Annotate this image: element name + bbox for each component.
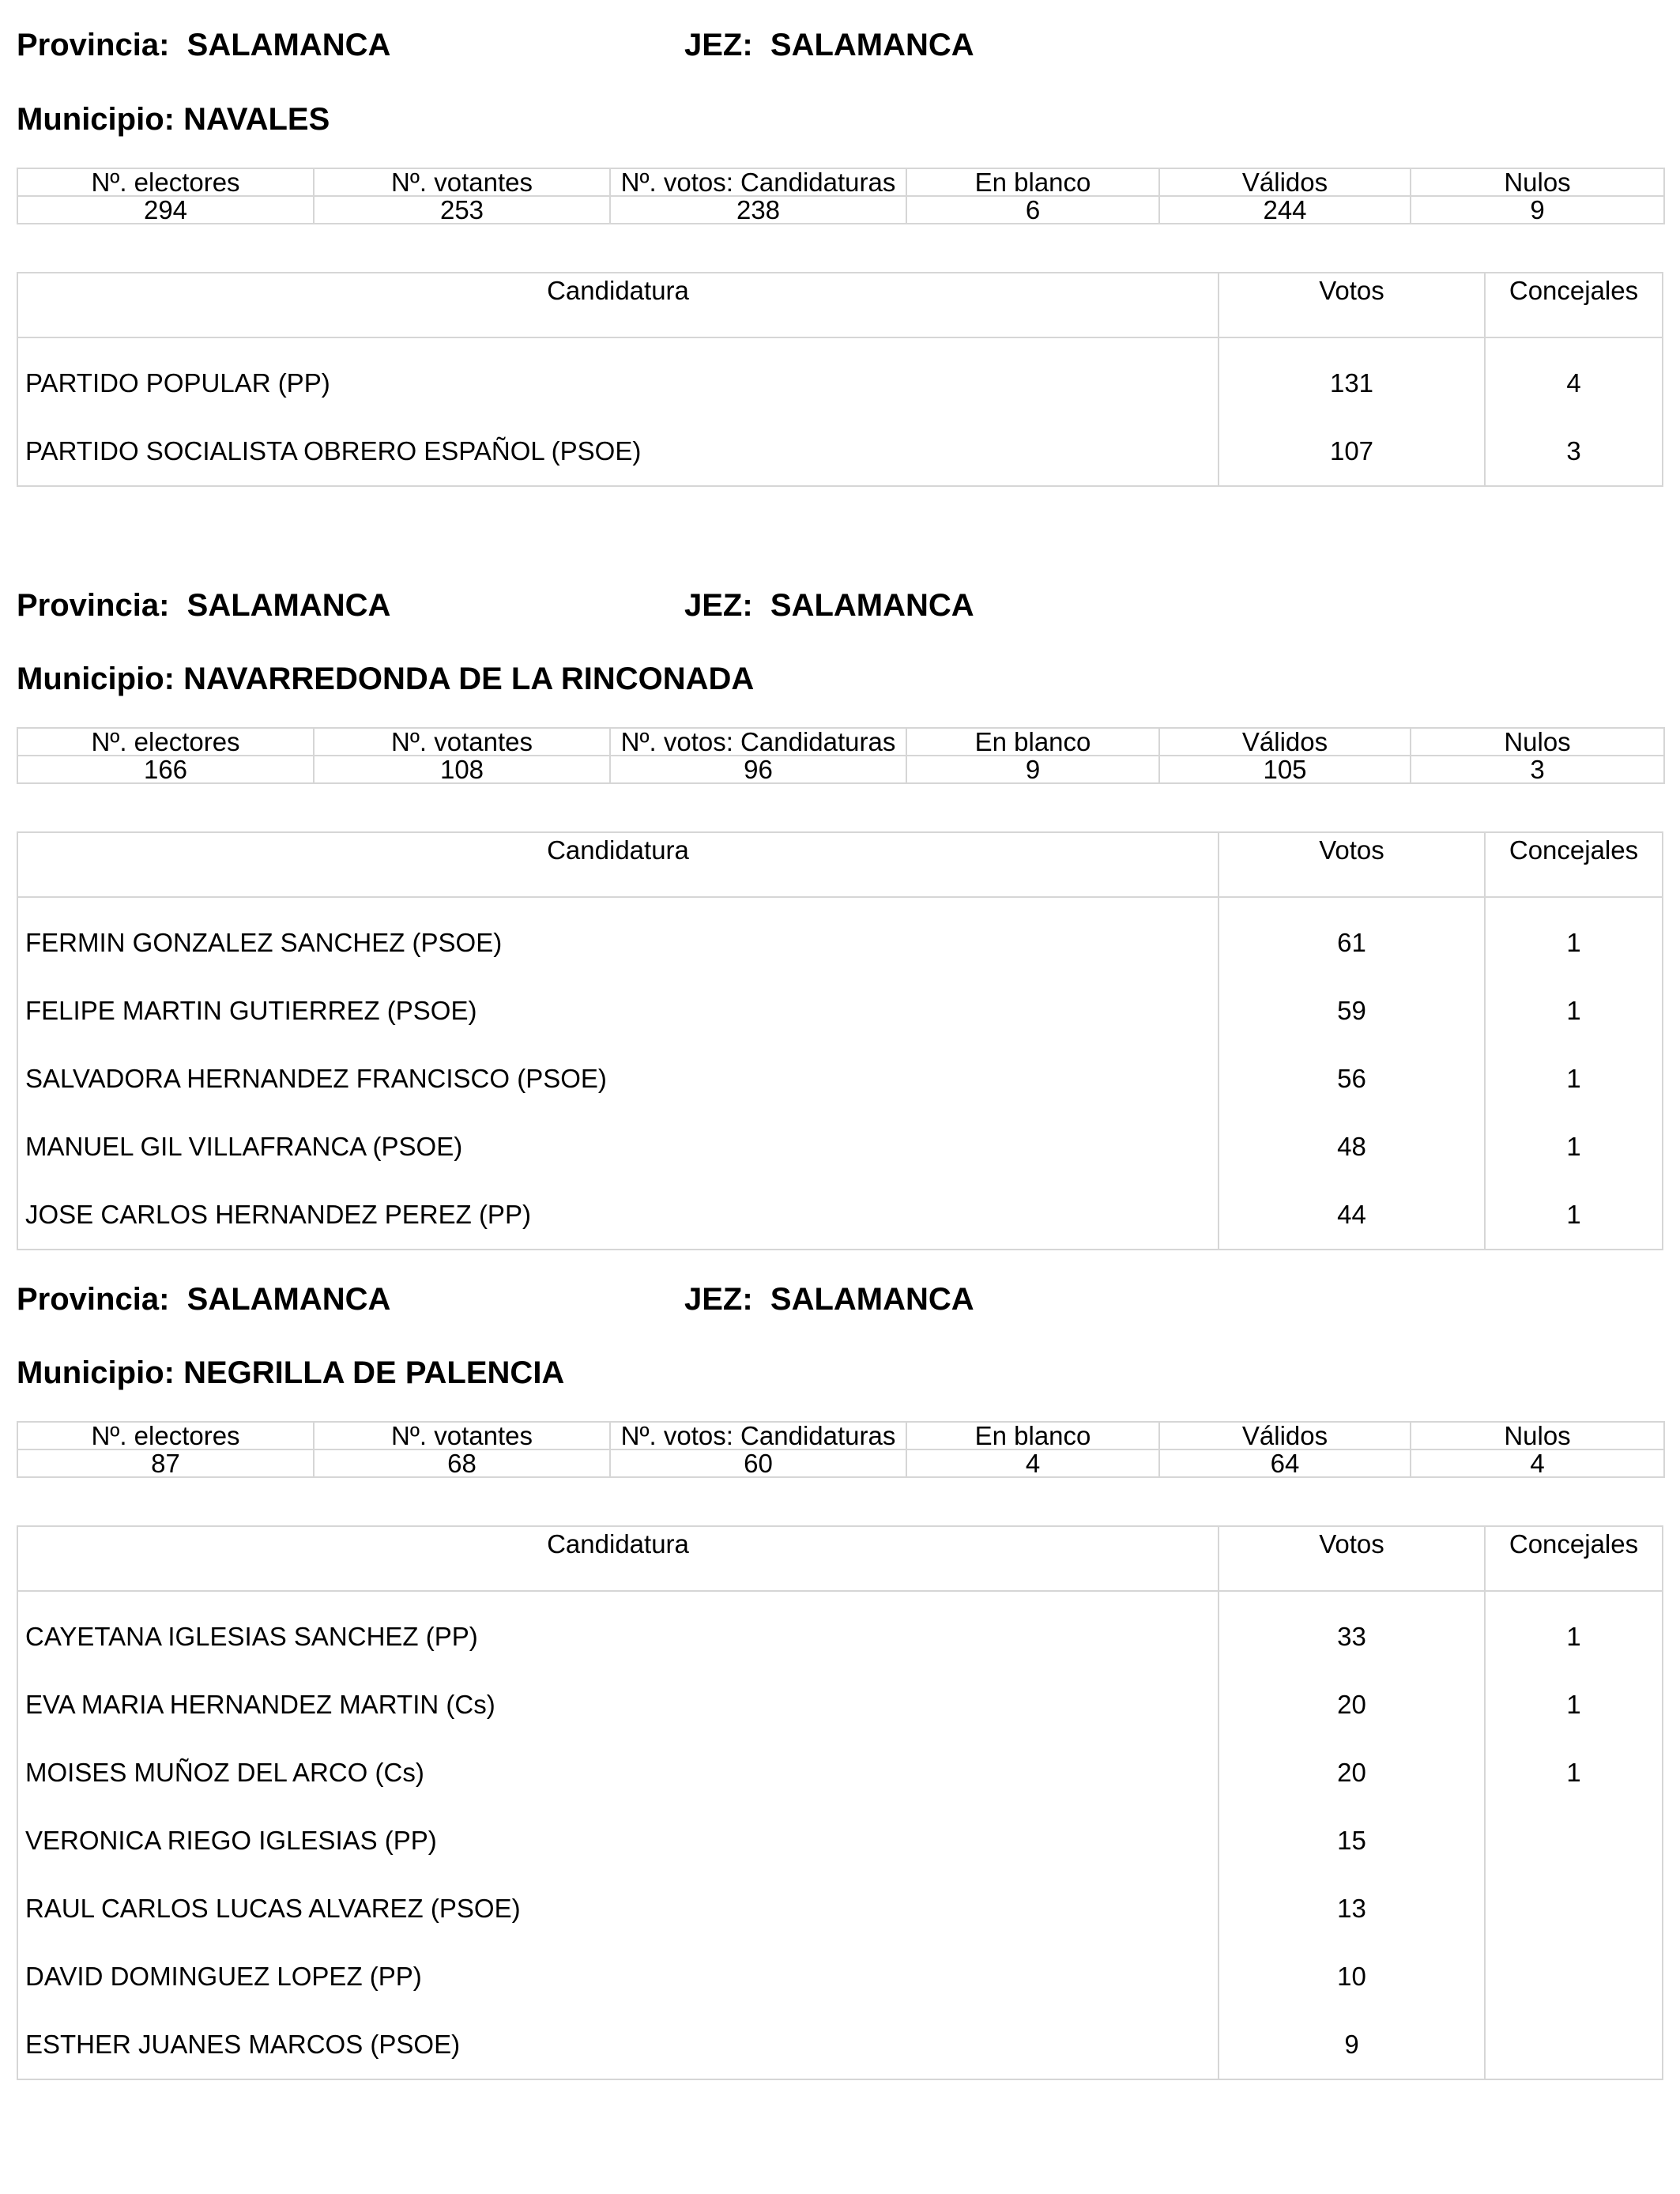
candidate-concejales: 1 (1566, 928, 1581, 957)
candidate-concejales: 1 (1566, 1064, 1581, 1093)
candidate-votos: 59 (1337, 996, 1366, 1025)
value-votos-candidaturas: 60 (610, 1449, 906, 1477)
candidatura-table (17, 1525, 1663, 2080)
candidate-concejales (1486, 2011, 1662, 2079)
header-en-blanco: En blanco (906, 1422, 1159, 1449)
candidate-name: DAVID DOMINGUEZ LOPEZ (PP) (25, 1962, 422, 1991)
provincia-label: Provincia: (17, 28, 170, 62)
value-votantes: 68 (314, 1449, 610, 1477)
votos-column (1219, 338, 1486, 485)
candidate-votos: 10 (1337, 1962, 1366, 1991)
candidate-name: ESTHER JUANES MARCOS (PSOE) (25, 2030, 461, 2059)
candidatura-header-row (18, 1527, 1662, 1592)
provincia-label: Provincia: (17, 1282, 170, 1317)
summary-value-row (17, 1449, 1664, 1477)
value-en-blanco: 6 (906, 196, 1159, 224)
summary-value-row (17, 196, 1664, 224)
candidate-votos: 56 (1337, 1064, 1366, 1093)
header-en-blanco: En blanco (906, 728, 1159, 756)
jez-value: SALAMANCA (770, 28, 974, 62)
header-electores: Nº. electores (17, 168, 314, 196)
candidate-votos: 107 (1329, 436, 1374, 466)
municipio-value: NEGRILLA DE PALENCIA (183, 1355, 565, 1390)
candidate-name: PARTIDO SOCIALISTA OBRERO ESPAÑOL (PSOE) (25, 436, 642, 466)
header-electores: Nº. electores (17, 1422, 314, 1449)
value-nulos: 3 (1411, 756, 1664, 783)
candidatura-table (17, 272, 1663, 487)
candidate-votos: 15 (1337, 1826, 1366, 1855)
jez-value: SALAMANCA (770, 1282, 974, 1317)
jez-heading (684, 1280, 974, 1319)
header-votos-candidaturas: Nº. votos: Candidaturas (610, 1422, 906, 1449)
candidate-votos: 61 (1337, 928, 1366, 957)
candidate-votos: 33 (1337, 1622, 1366, 1651)
candidate-name: CAYETANA IGLESIAS SANCHEZ (PP) (25, 1622, 478, 1651)
candidate-concejales: 1 (1566, 1622, 1581, 1651)
header-votos-candidaturas: Nº. votos: Candidaturas (610, 728, 906, 756)
header-candidatura: Candidatura (18, 833, 1219, 896)
candidate-votos: 44 (1337, 1200, 1366, 1229)
candidatura-header-row (18, 273, 1662, 338)
header-votos: Votos (1219, 1527, 1486, 1590)
candidate-name: SALVADORA HERNANDEZ FRANCISCO (PSOE) (25, 1064, 607, 1093)
votos-column (1219, 898, 1486, 1249)
candidate-concejales: 1 (1566, 1690, 1581, 1719)
header-validos: Válidos (1159, 1422, 1411, 1449)
candidate-name: PARTIDO POPULAR (PP) (25, 368, 330, 398)
header-validos: Válidos (1159, 168, 1411, 196)
provincia-value: SALAMANCA (186, 28, 391, 62)
provincia-label: Provincia: (17, 588, 170, 623)
candidatura-body (18, 898, 1662, 1249)
municipio-label: Municipio: (17, 662, 175, 696)
value-nulos: 9 (1411, 196, 1664, 224)
concejales-column (1486, 338, 1662, 485)
candidate-concejales: 1 (1566, 1132, 1581, 1161)
provincia-heading (17, 586, 390, 625)
header-votantes: Nº. votantes (314, 1422, 610, 1449)
header-votos: Votos (1219, 833, 1486, 896)
header-concejales: Concejales (1509, 1529, 1639, 1559)
candidate-concejales: 4 (1566, 368, 1581, 398)
value-votantes: 108 (314, 756, 610, 783)
jez-label: JEZ: (684, 28, 753, 62)
summary-header-row (17, 728, 1664, 756)
header-concejales: Concejales (1509, 835, 1639, 865)
candidate-votos: 9 (1344, 2030, 1359, 2059)
candidatura-table (17, 831, 1663, 1250)
value-en-blanco: 9 (906, 756, 1159, 783)
candidate-name: JOSE CARLOS HERNANDEZ PEREZ (PP) (25, 1200, 531, 1229)
candidate-concejales (1486, 1875, 1662, 1943)
candidate-name: FERMIN GONZALEZ SANCHEZ (PSOE) (25, 928, 503, 957)
header-votantes: Nº. votantes (314, 168, 610, 196)
value-votos-candidaturas: 96 (610, 756, 906, 783)
value-nulos: 4 (1411, 1449, 1664, 1477)
value-electores: 294 (17, 196, 314, 224)
header-candidatura: Candidatura (18, 1527, 1219, 1590)
candidate-votos: 20 (1337, 1690, 1366, 1719)
candidate-votos: 20 (1337, 1758, 1366, 1787)
header-electores: Nº. electores (17, 728, 314, 756)
header-validos: Válidos (1159, 728, 1411, 756)
summary-table (17, 1421, 1665, 1478)
header-votos-candidaturas: Nº. votos: Candidaturas (610, 168, 906, 196)
value-votos-candidaturas: 238 (610, 196, 906, 224)
candidate-votos: 48 (1337, 1132, 1366, 1161)
value-validos: 244 (1159, 196, 1411, 224)
header-votos: Votos (1219, 273, 1486, 337)
candidate-name: MANUEL GIL VILLAFRANCA (PSOE) (25, 1132, 463, 1161)
candidate-concejales: 1 (1566, 1758, 1581, 1787)
header-votantes: Nº. votantes (314, 728, 610, 756)
candidatura-name-column (18, 898, 1219, 1249)
concejales-column (1486, 898, 1662, 1249)
municipio-value: NAVALES (183, 102, 330, 137)
municipio-label: Municipio: (17, 102, 175, 137)
candidatura-name-column (18, 1592, 1219, 2079)
candidatura-header-row (18, 833, 1662, 898)
candidate-concejales: 3 (1566, 436, 1581, 466)
summary-header-row (17, 1422, 1664, 1449)
candidate-concejales (1486, 1807, 1662, 1875)
municipio-heading (17, 100, 330, 139)
summary-table (17, 168, 1665, 224)
header-nulos: Nulos (1411, 1422, 1664, 1449)
header-en-blanco: En blanco (906, 168, 1159, 196)
candidate-name: RAUL CARLOS LUCAS ALVAREZ (PSOE) (25, 1894, 521, 1923)
candidatura-name-column (18, 338, 1219, 485)
candidate-concejales (1486, 1943, 1662, 2011)
summary-header-row (17, 168, 1664, 196)
jez-value: SALAMANCA (770, 588, 974, 623)
value-en-blanco: 4 (906, 1449, 1159, 1477)
value-validos: 105 (1159, 756, 1411, 783)
candidate-votos: 13 (1337, 1894, 1366, 1923)
provincia-value: SALAMANCA (186, 588, 391, 623)
municipio-heading (17, 1353, 564, 1393)
candidate-concejales: 1 (1566, 996, 1581, 1025)
candidate-name: MOISES MUÑOZ DEL ARCO (Cs) (25, 1758, 424, 1787)
votos-column (1219, 1592, 1486, 2079)
jez-label: JEZ: (684, 588, 753, 623)
value-electores: 166 (17, 756, 314, 783)
header-nulos: Nulos (1411, 168, 1664, 196)
summary-value-row (17, 756, 1664, 783)
municipio-value: NAVARREDONDA DE LA RINCONADA (183, 662, 755, 696)
municipio-heading (17, 659, 754, 699)
concejales-column (1486, 1592, 1662, 2079)
jez-heading (684, 586, 974, 625)
provincia-heading (17, 25, 390, 65)
summary-table (17, 727, 1665, 784)
candidatura-body (18, 338, 1662, 485)
candidate-name: FELIPE MARTIN GUTIERREZ (PSOE) (25, 996, 477, 1025)
header-nulos: Nulos (1411, 728, 1664, 756)
jez-label: JEZ: (684, 1282, 753, 1317)
candidate-votos: 131 (1329, 368, 1374, 398)
header-candidatura: Candidatura (18, 273, 1219, 337)
candidate-name: VERONICA RIEGO IGLESIAS (PP) (25, 1826, 437, 1855)
jez-heading (684, 25, 974, 65)
candidate-concejales: 1 (1566, 1200, 1581, 1229)
value-electores: 87 (17, 1449, 314, 1477)
municipio-label: Municipio: (17, 1355, 175, 1390)
value-validos: 64 (1159, 1449, 1411, 1477)
header-concejales: Concejales (1509, 276, 1639, 305)
provincia-heading (17, 1280, 390, 1319)
value-votantes: 253 (314, 196, 610, 224)
candidatura-body (18, 1592, 1662, 2079)
provincia-value: SALAMANCA (186, 1282, 391, 1317)
candidate-name: EVA MARIA HERNANDEZ MARTIN (Cs) (25, 1690, 495, 1719)
